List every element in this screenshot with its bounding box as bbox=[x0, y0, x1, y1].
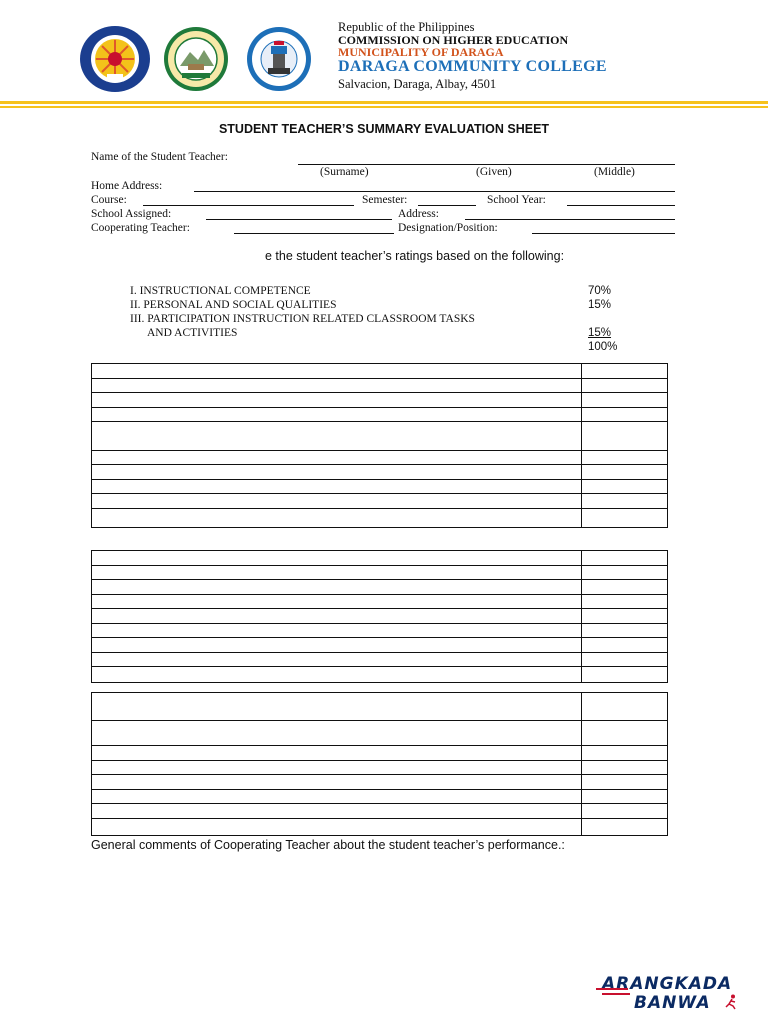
home-address-label: Home Address: bbox=[91, 180, 163, 192]
semester-label: Semester: bbox=[362, 194, 408, 206]
home-address-line[interactable] bbox=[194, 191, 675, 192]
table-row[interactable] bbox=[92, 364, 667, 379]
semester-line[interactable] bbox=[418, 205, 476, 206]
school-year-line[interactable] bbox=[567, 205, 675, 206]
criterion-1-pct: 70% bbox=[588, 285, 612, 297]
table-row[interactable] bbox=[92, 819, 667, 835]
table-row[interactable] bbox=[92, 595, 667, 609]
address-line[interactable] bbox=[465, 219, 675, 220]
school-assigned-line[interactable] bbox=[206, 219, 392, 220]
header-band-top bbox=[0, 101, 768, 104]
name-line[interactable] bbox=[298, 164, 675, 165]
republic-text: Republic of the Philippines bbox=[338, 20, 475, 34]
course-label: Course: bbox=[91, 194, 127, 206]
cooperating-teacher-label: Cooperating Teacher: bbox=[91, 222, 190, 234]
rating-table-2 bbox=[91, 550, 668, 683]
school-assigned-label: School Assigned: bbox=[91, 208, 172, 220]
table-row[interactable] bbox=[92, 451, 667, 465]
table-row[interactable] bbox=[92, 746, 667, 761]
table-row[interactable] bbox=[92, 761, 667, 775]
college-seal bbox=[244, 26, 314, 92]
criterion-1: I. INSTRUCTIONAL COMPETENCE bbox=[130, 285, 311, 297]
college-address: Salvacion, Daraga, Albay, 4501 bbox=[338, 77, 497, 91]
table-row[interactable] bbox=[92, 624, 667, 638]
table-row[interactable] bbox=[92, 566, 667, 580]
total-pct: 100% bbox=[588, 341, 618, 353]
middle-caption: (Middle) bbox=[594, 166, 635, 178]
table-row[interactable] bbox=[92, 790, 667, 804]
municipality-text: MUNICIPALITY OF DARAGA bbox=[338, 45, 504, 59]
table-row[interactable] bbox=[92, 494, 667, 509]
rating-table-3 bbox=[91, 692, 668, 836]
criterion-2-pct: 15% bbox=[588, 299, 612, 311]
arangkada-banwa-logo bbox=[594, 972, 744, 1018]
designation-label: Designation/Position: bbox=[398, 222, 498, 234]
college-name: DARAGA COMMUNITY COLLEGE bbox=[338, 58, 607, 75]
header-band-bottom bbox=[0, 106, 768, 108]
logo-line-1: ARANGKADA bbox=[602, 974, 733, 994]
table-row[interactable] bbox=[92, 509, 667, 527]
table-row[interactable] bbox=[92, 580, 667, 595]
given-caption: (Given) bbox=[476, 166, 512, 178]
instruction-text: e the student teacher’s ratings based on the following: bbox=[265, 249, 565, 263]
logo-line-2: BANWA bbox=[634, 993, 711, 1013]
name-label: Name of the Student Teacher: bbox=[91, 151, 228, 163]
speed-stripes-icon bbox=[594, 986, 634, 998]
address-label: Address: bbox=[398, 208, 439, 220]
table-row[interactable] bbox=[92, 667, 667, 682]
rating-table-1 bbox=[91, 363, 668, 528]
table-row[interactable] bbox=[92, 721, 667, 746]
table-row[interactable] bbox=[92, 804, 667, 819]
criterion-3-pct: 15% bbox=[588, 327, 612, 339]
municipality-seal bbox=[160, 26, 230, 92]
table-row[interactable] bbox=[92, 551, 667, 566]
table-row[interactable] bbox=[92, 638, 667, 653]
criterion-3: III. PARTICIPATION INSTRUCTION RELATED CLASSROOM TASKS bbox=[130, 313, 475, 325]
criterion-2: II. PERSONAL AND SOCIAL QUALITIES bbox=[130, 299, 337, 311]
surname-caption: (Surname) bbox=[320, 166, 369, 178]
table-row[interactable] bbox=[92, 393, 667, 408]
table-row[interactable] bbox=[92, 480, 667, 494]
table-row[interactable] bbox=[92, 422, 667, 451]
runner-icon bbox=[724, 994, 738, 1010]
cooperating-teacher-line[interactable] bbox=[234, 233, 394, 234]
table-row[interactable] bbox=[92, 775, 667, 790]
table-row[interactable] bbox=[92, 653, 667, 667]
comments-label: General comments of Cooperating Teacher about the student teacher’s performance.: bbox=[91, 838, 565, 852]
criterion-3-cont: AND ACTIVITIES bbox=[147, 327, 238, 339]
table-row[interactable] bbox=[92, 465, 667, 480]
designation-line[interactable] bbox=[532, 233, 675, 234]
school-year-label: School Year: bbox=[487, 194, 546, 206]
ched-seal bbox=[80, 26, 150, 92]
table-row[interactable] bbox=[92, 408, 667, 422]
sheet-title: STUDENT TEACHER’S SUMMARY EVALUATION SHEET bbox=[218, 122, 550, 136]
table-row[interactable] bbox=[92, 379, 667, 393]
table-row[interactable] bbox=[92, 693, 667, 721]
course-line[interactable] bbox=[143, 205, 354, 206]
table-row[interactable] bbox=[92, 609, 667, 624]
ched-text: COMMISSION ON HIGHER EDUCATION bbox=[338, 33, 569, 47]
